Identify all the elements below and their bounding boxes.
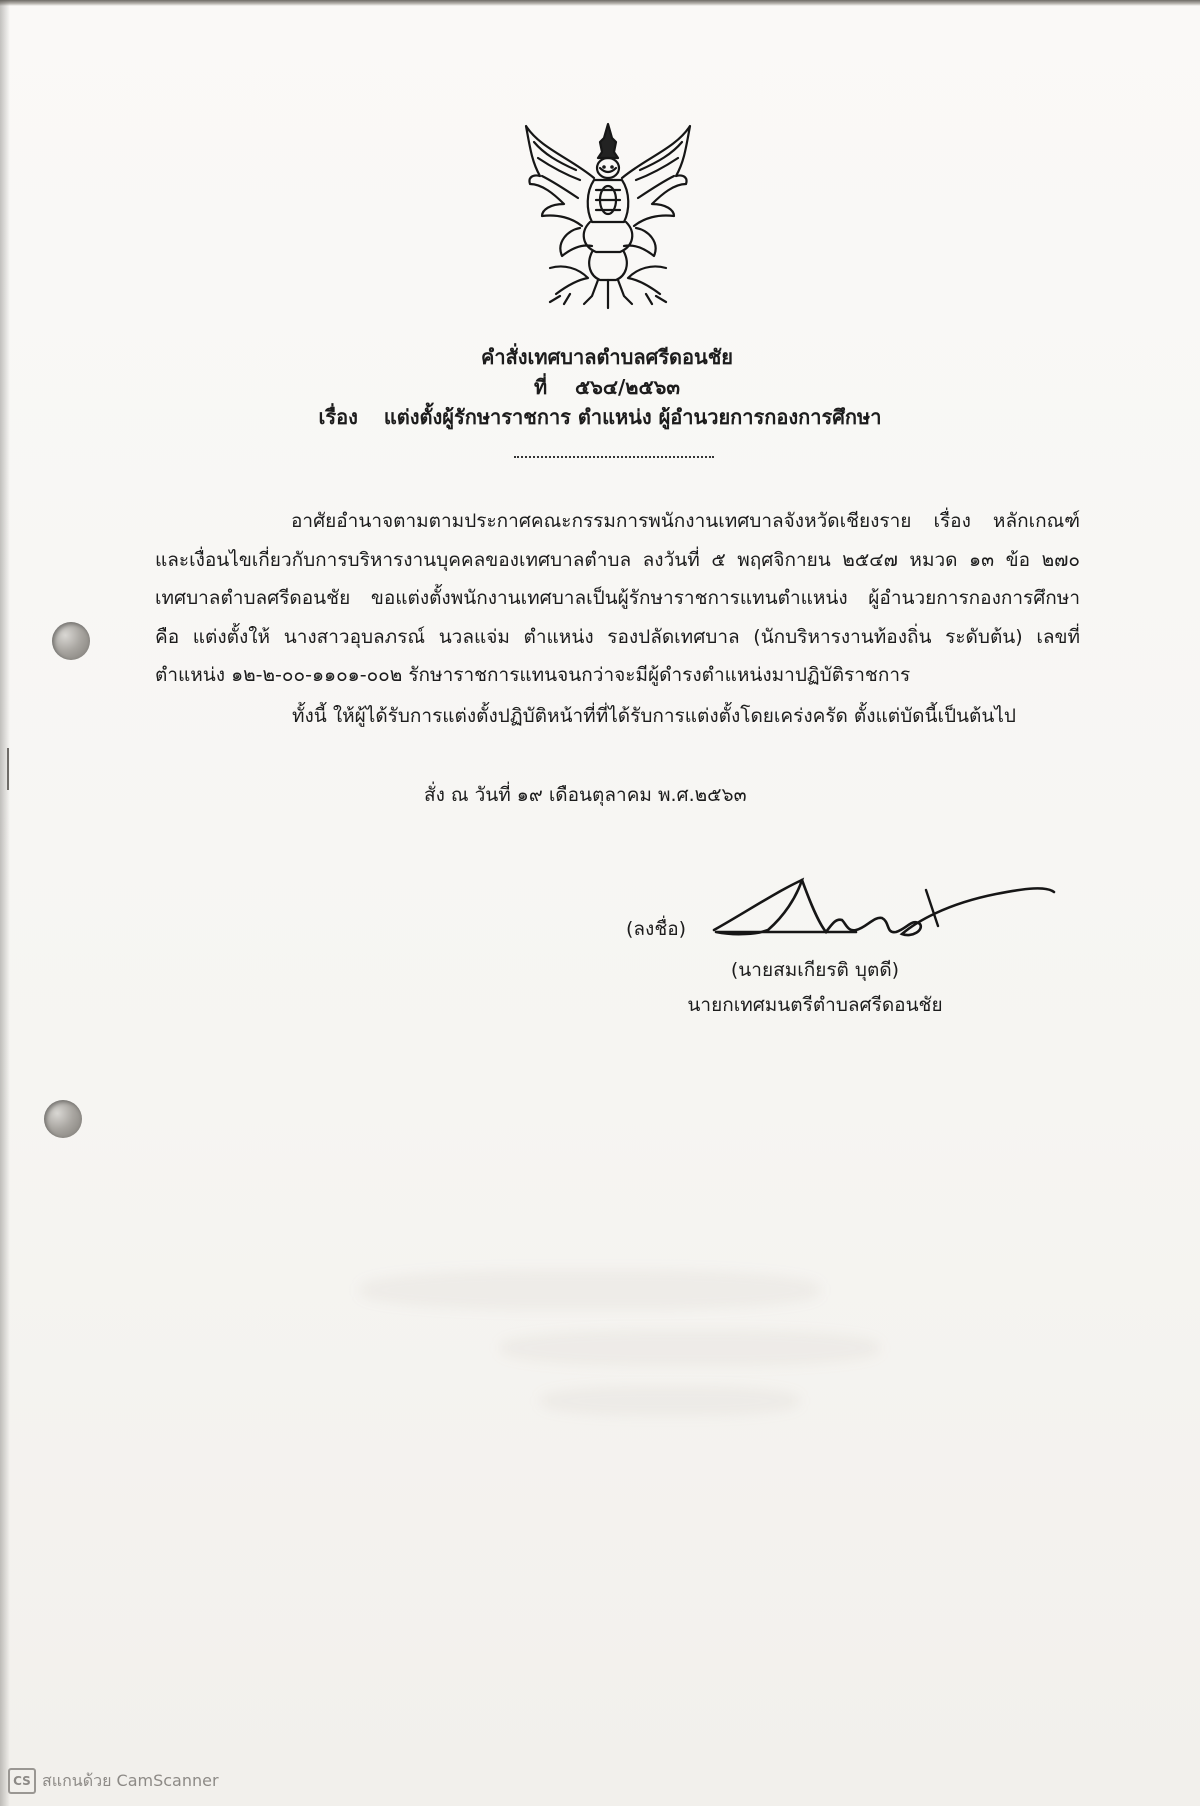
order-subject-label: เรื่อง <box>318 405 358 429</box>
garuda-emblem-icon <box>520 118 696 314</box>
bleed-through-mark <box>360 1270 820 1310</box>
order-body <box>155 502 1080 695</box>
signer-name: (นายสมเกียรติ บุตดี) <box>730 959 900 981</box>
order-header <box>0 342 1200 432</box>
signer-position: นายกเทศมนตรีตำบลศรีดอนชัย <box>687 994 943 1016</box>
bleed-through-mark <box>500 1330 880 1366</box>
order-number-label: ที่ <box>533 375 548 399</box>
camscanner-logo-icon: CS <box>8 1768 36 1794</box>
signature-label: (ลงชื่อ) <box>626 918 687 940</box>
watermark-text: สแกนด้วย CamScanner <box>42 1770 219 1790</box>
bleed-through-mark <box>540 1386 800 1416</box>
order-subject: แต่งตั้งผู้รักษาราชการ ตำแหน่ง ผู้อำนวยการกองการศึกษา <box>383 405 882 429</box>
scan-left-edge <box>0 0 10 1806</box>
handwritten-signature <box>706 872 1058 954</box>
order-number-line <box>14 372 1200 402</box>
order-subject-line <box>0 402 1200 432</box>
scan-top-edge <box>0 0 1200 6</box>
punch-hole-bottom <box>44 1100 82 1138</box>
order-title: คำสั่งเทศบาลตำบลศรีดอนชัย <box>480 345 734 369</box>
order-number: ๕๖๔/๒๕๖๓ <box>575 375 680 399</box>
order-date: สั่ง ณ วันที่ ๑๙ เดือนตุลาคม พ.ศ.๒๕๖๓ <box>424 784 747 806</box>
camscanner-watermark <box>8 1768 219 1794</box>
scan-edge-mark <box>7 748 9 790</box>
body-paragraph-1: อาศัยอำนาจตามตามประกาศคณะกรรมการพนักงานเทศบาลจังหวัดเชียงราย เรื่อง หลักเกณฑ์และเงื่อนไขเกี่ยวกับการบริหารงานบุคคลของเทศบาลตำบล ลงวันที่ ๕ พฤศจิกายน ๒๕๔๗ หมวด ๑๓ ข้อ ๒๗๐ เทศบาลตำบลศรีดอนชัย ขอแต่งตั้งพนักงานเทศบาลเป็นผู้รักษาราชการแทนตำแหน่ง ผู้อำนวยการกองการศึกษา คือ แต่งตั้งให้ นางสาวอุบลภรณ์ นวลแจ่ม ตำแหน่ง รองปลัดเทศบาล (นักบริหารงานท้องถิ่น ระดับต้น) เลขที่ตำแหน่ง ๑๒-๒-๐๐-๑๑๐๑-๐๐๒ รักษาราชการแทนจนกว่าจะมีผู้ดำรงตำแหน่งมาปฏิบัติราชการ <box>155 510 1080 686</box>
body-paragraph-2: ทั้งนี้ ให้ผู้ได้รับการแต่งตั้งปฏิบัติหน้าที่ที่ได้รับการแต่งตั้งโดยเคร่งครัด ตั้งแต่บัดนี้เป็นต้นไป <box>292 705 1016 727</box>
punch-hole-top <box>52 622 90 660</box>
dotted-divider <box>514 456 714 458</box>
